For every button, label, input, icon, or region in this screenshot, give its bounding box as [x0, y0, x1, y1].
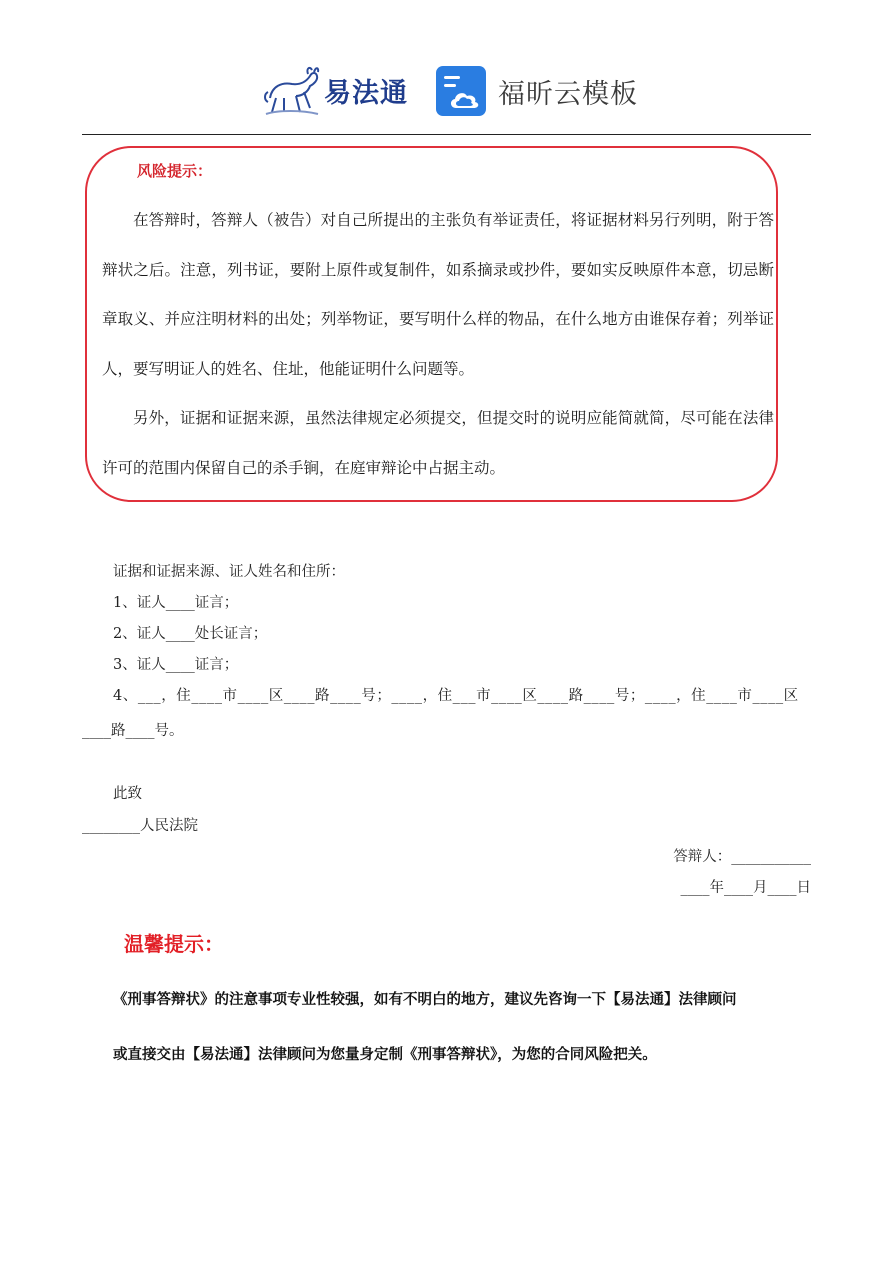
tip-title: 温馨提示：: [124, 932, 224, 956]
evidence-item-1: 1、证人____证言；: [113, 595, 239, 611]
yifatong-logo-text: 易法通: [324, 77, 408, 109]
yifatong-logo: [262, 60, 422, 120]
risk-paragraph-2: 另外，证据和证据来源，虽然法律规定必须提交，但提交时的说明应能简就简，尽可能在法律许可的范围内保留自己的杀手锏，在庭审辩论中占据主动。: [102, 409, 774, 477]
tip-text: [113, 972, 803, 1082]
tip-line-2: 或直接交由【易法通】法律顾问为您量身定制《刑事答辩状》，为您的合同风险把关。: [113, 1046, 657, 1063]
risk-paragraph-1: 在答辩时，答辩人（被告）对自己所提出的主张负有举证责任，将证据材料另行列明，附于答辩状之后。注意，列书证，要附上原件或复制件，如系摘录或抄件，要如实反映原件本意，切忌断章取义、并应注明材料的出处；列举物证，要写明什么样的物品，在什么地方由谁保存着；列举证人，要写明证人的姓名、住址，他能证明什么问题等。: [102, 211, 774, 378]
evidence-item-4-continued: ____路____号。: [82, 723, 184, 739]
date-line: ____年____月____日: [680, 880, 811, 896]
header-divider: [82, 134, 811, 135]
tip-line-1: 《刑事答辩状》的注意事项专业性较强，如有不明白的地方，建议先咨询一下【易法通】法律顾问: [113, 991, 737, 1008]
evidence-item-4: 4、___，住____市____区____路____号；____，住___市____区____路____号；____，住____市____区: [113, 688, 799, 704]
fuxin-logo-text: 福昕云模板: [498, 78, 638, 110]
qilin-icon: [262, 62, 320, 118]
evidence-item-3: 3、证人____证言；: [113, 657, 239, 673]
fuxin-cloud-icon: [434, 64, 488, 118]
risk-notice-text: [102, 196, 774, 493]
evidence-item-2: 2、证人____处长证言；: [113, 626, 268, 642]
salutation: 此致: [113, 786, 142, 802]
respondent-signature: 答辩人：___________: [673, 849, 811, 865]
fuxin-logo: [434, 64, 638, 118]
court-name: ________人民法院: [82, 818, 198, 834]
risk-notice-title: 风险提示：: [137, 162, 213, 180]
evidence-intro: 证据和证据来源、证人姓名和住所：: [113, 564, 345, 580]
